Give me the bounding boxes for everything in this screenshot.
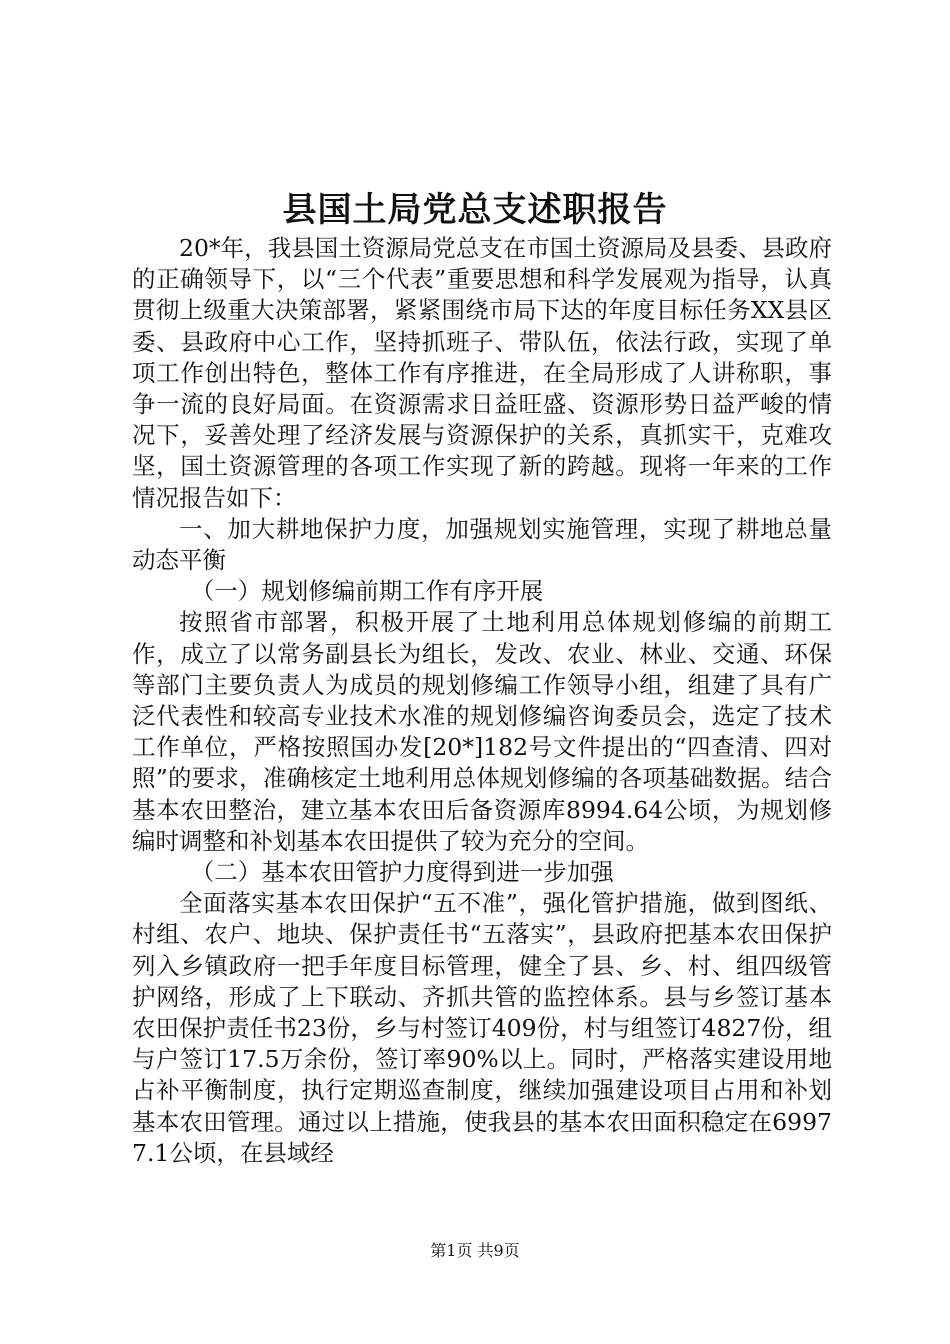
subsection-heading-2: （二）基本农田管护力度得到进一步加强 xyxy=(190,858,614,887)
paragraph-farmland: 全面落实基本农田保护“五不准”，强化管护措施，做到图纸、村组、农户、地块、保护责任书“五落实”，县政府把基本农田保护列入乡镇政府一把手年度目标管理，健全了县、乡、村、组四级管护网络，形成了上下联动、齐抓共管的监控体系。县与乡签订基本农田保护责任书23份，乡与村签订409份，村与组签订4827份，组与户签订17.5万余份，签订率90%以上。同时，严格落实建设用地占补平衡制度，执行定期巡查制度，继续加强建设项目占用和补划基本农田管理。通过以上措施，使我县的基本农田面积稳定在69977.1公顷，在县域经 xyxy=(132,889,832,1167)
document-title: 县国土局党总支述职报告 xyxy=(282,190,668,230)
page-number: 第1页 共9页 xyxy=(430,1241,520,1260)
paragraph-planning: 按照省市部署，积极开展了土地利用总体规划修编的前期工作，成立了以常务副县长为组长，发改、农业、林业、交通、环保等部门主要负责人为成员的规划修编工作领导小组，组建了具有广泛代表性和较高专业技术水准的规划修编咨询委员会，选定了技术工作单位，严格按照国办发[20*]182号文件提出的“四查清、四对照”的要求，准确核定土地利用总体规划修编的各项基础数据。结合基本农田整治，建立基本农田后备资源库8994.64公顷，为规划修编时调整和补划基本农田提供了较为充分的空间。 xyxy=(132,608,832,855)
document-body xyxy=(132,233,832,1169)
section-heading-1: 一、加大耕地保护力度，加强规划实施管理，实现了耕地总量动态平衡 xyxy=(132,514,832,575)
paragraph-intro: 20*年，我县国土资源局党总支在市国土资源局及县委、县政府的正确领导下，以“三个代表”重要思想和科学发展观为指导，认真贯彻上级重大决策部署，紧紧围绕市局下达的年度目标任务XX县区委、县政府中心工作，坚持抓班子、带队伍，依法行政，实现了单项工作创出特色，整体工作有序推进，在全局形成了人讲称职，事争一流的良好局面。在资源需求日益旺盛、资源形势日益严峻的情况下，妥善处理了经济发展与资源保护的关系，真抓实干，克难攻坚，国土资源管理的各项工作实现了新的跨越。现将一年来的工作情况报告如下： xyxy=(132,234,832,512)
subsection-heading-1: （一）规划修编前期工作有序开展 xyxy=(190,577,544,606)
